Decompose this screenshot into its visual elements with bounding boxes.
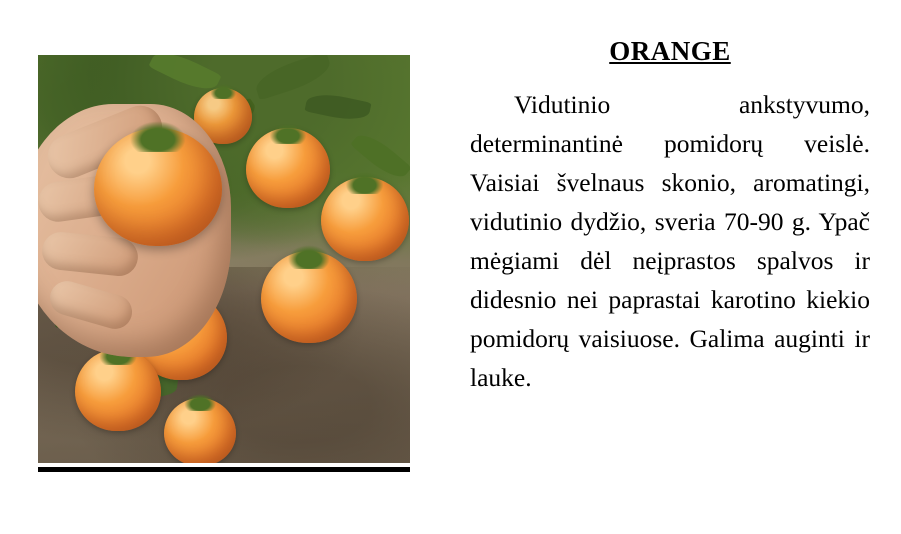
page-title: ORANGE <box>609 36 731 66</box>
text-block <box>470 36 870 397</box>
calyx-icon <box>345 172 384 194</box>
tomato-fruit <box>246 128 330 208</box>
description-paragraph: Vidutinio ankstyvumo, determinantinė pomidorų veislė. Vaisiai švelnaus skonio, aromatingi, vidutinio dydžio, sveria 70-90 g. Ypač mėgiami dėl neįprastos spalvos ir didesnio nei paprastai karotino kiekio pomidorų vaisiuose. Galima auginti ir lauke. <box>470 90 870 392</box>
tomato-fruit-main <box>94 128 222 246</box>
photo-block <box>38 55 410 472</box>
calyx-icon <box>270 124 307 145</box>
calyx-icon <box>130 121 186 152</box>
calyx-icon <box>210 84 236 99</box>
calyx-icon <box>185 394 217 412</box>
tomato-fruit <box>321 177 409 261</box>
tomato-fruit <box>75 349 161 431</box>
tomato-photo <box>38 55 410 463</box>
calyx-icon <box>288 245 330 269</box>
tomato-fruit <box>261 251 357 343</box>
photo-underline-rule <box>38 467 410 472</box>
